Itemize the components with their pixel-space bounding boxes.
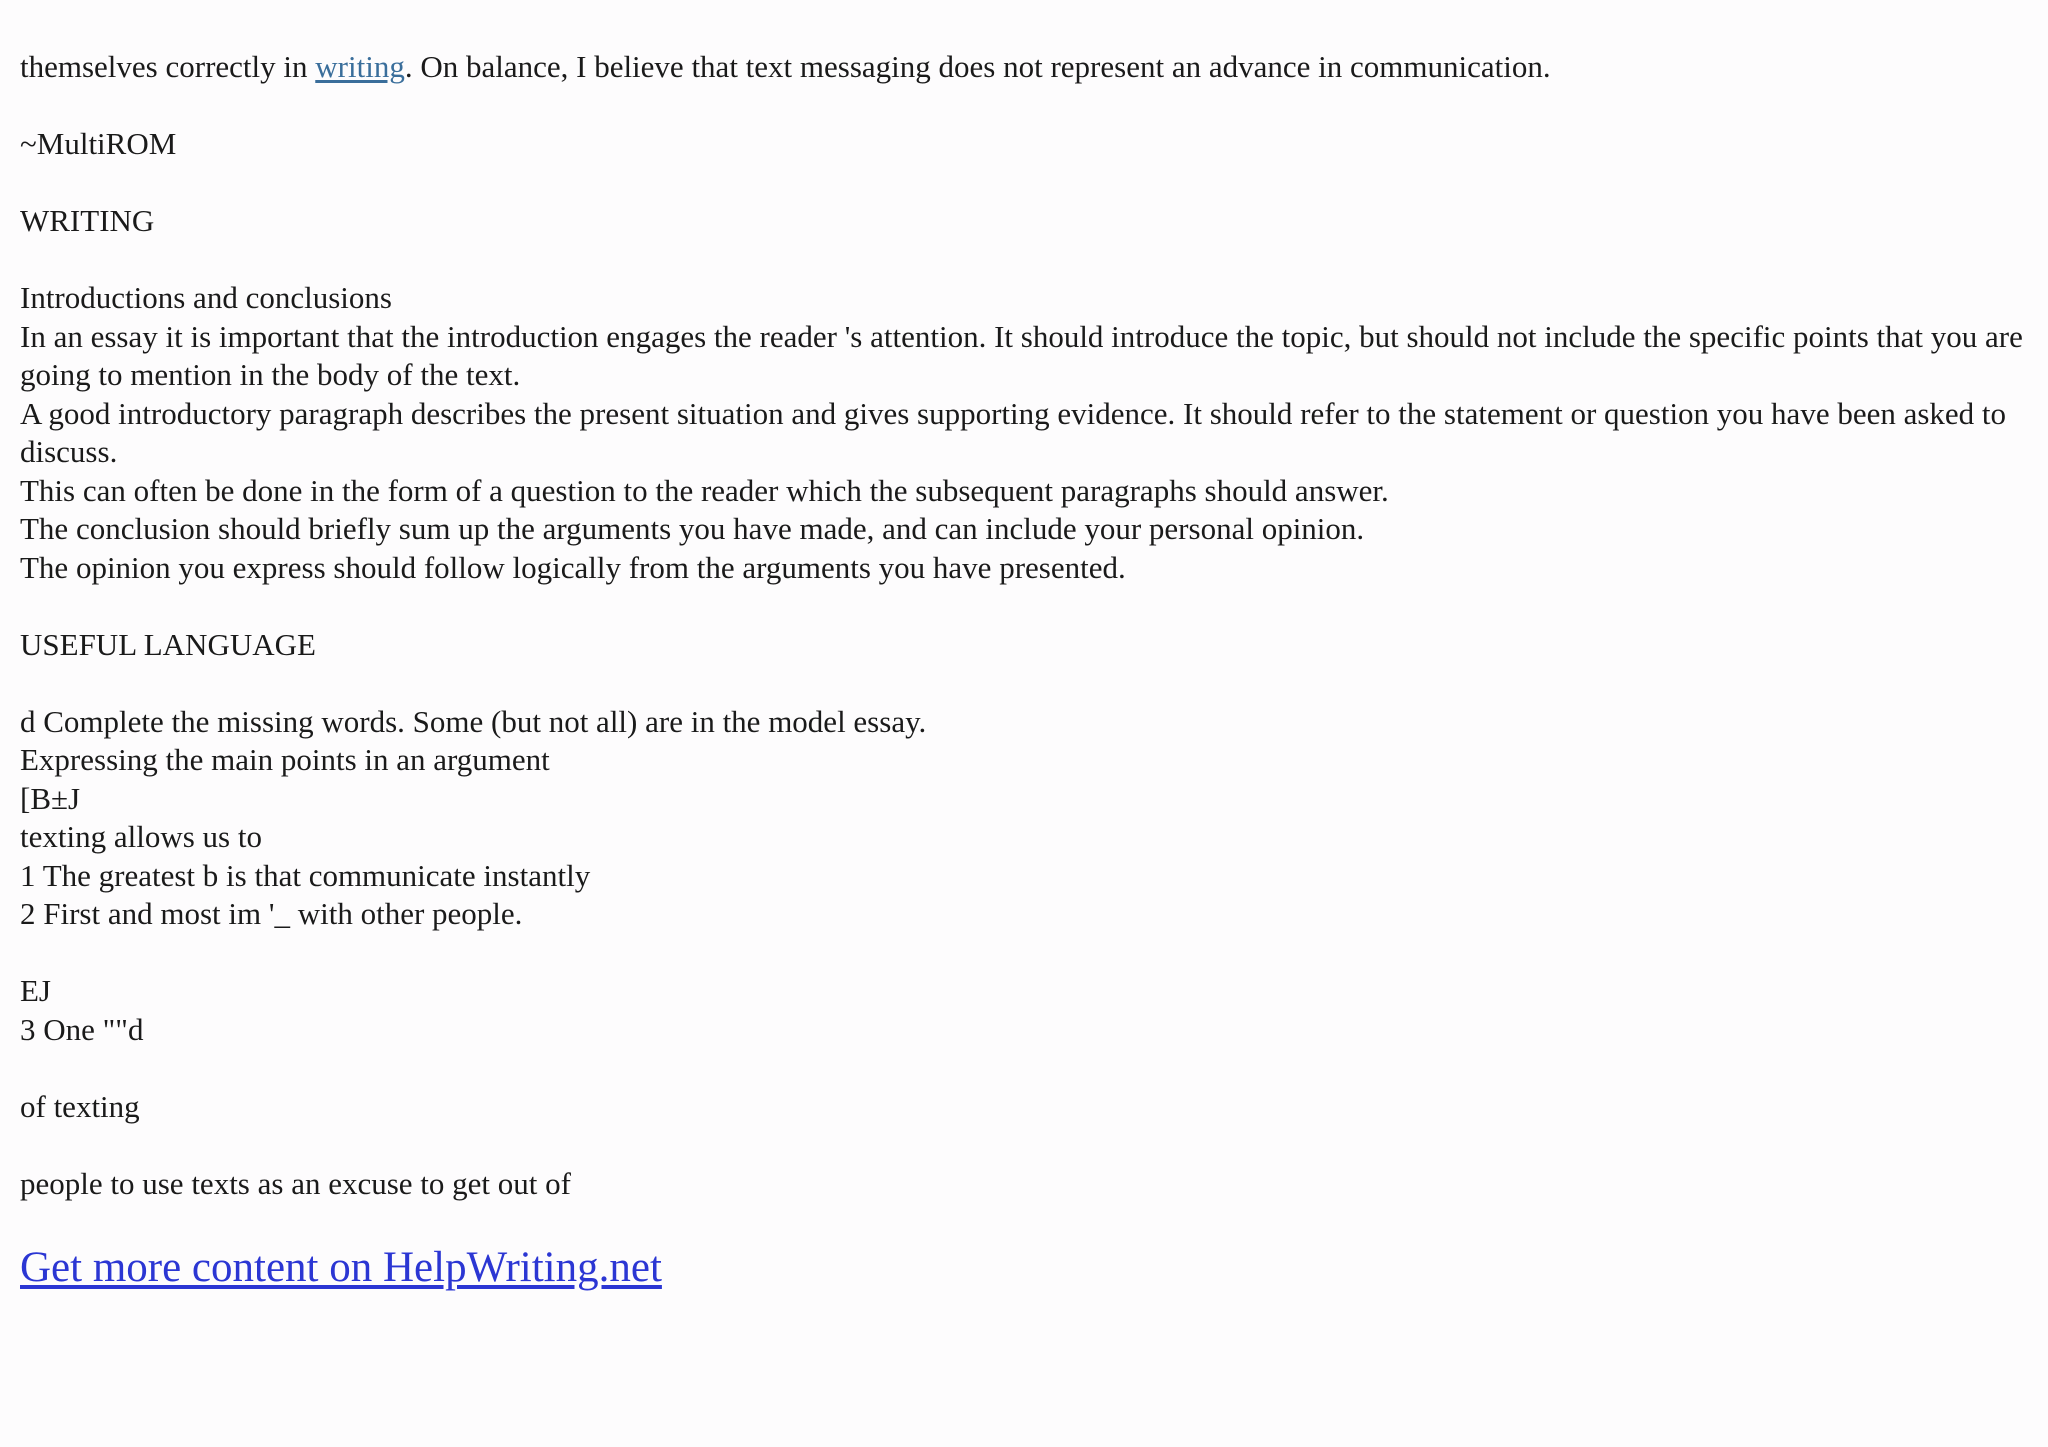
- section-line: A good introductory paragraph describes the present situation and gives supporting evidence. It should refer to the statement or question you have been asked to discuss.: [20, 395, 2007, 469]
- exercise-line: 2 First and most im '_ with other people.: [20, 896, 523, 931]
- exercise-line: EJ: [20, 973, 51, 1008]
- exercise-line: of texting: [20, 1088, 140, 1124]
- section-line: This can often be done in the form of a question to the reader which the subsequent paragraphs should answer.: [20, 472, 1389, 508]
- exercise-block-2: [20, 972, 2030, 1049]
- section-line: In an essay it is important that the introduction engages the reader 's attention. It should introduce the topic, but should not include the specific points that you are going to mention in the body of the text.: [20, 318, 2023, 392]
- helpwriting-link[interactable]: Get more content on HelpWriting.net: [20, 1244, 662, 1291]
- useful-language-heading: USEFUL LANGUAGE: [20, 626, 316, 662]
- intro-text-after: . On balance, I believe that text messaging does not represent an advance in communication.: [404, 49, 1551, 84]
- exercise-line: 1 The greatest b is that communicate instantly: [20, 857, 591, 893]
- exercise-block: [20, 703, 2030, 934]
- introductions-section: [20, 279, 2030, 587]
- writing-link[interactable]: writing: [315, 49, 405, 84]
- intro-text-before: themselves correctly in: [20, 49, 316, 84]
- document-body: [20, 48, 2030, 1293]
- section-title: Introductions and conclusions: [20, 280, 392, 315]
- intro-paragraph: [20, 48, 2030, 87]
- exercise-line: people to use texts as an excuse to get out of: [20, 1165, 571, 1201]
- exercise-line: texting allows us to: [20, 819, 262, 854]
- writing-heading: WRITING: [20, 203, 155, 238]
- section-line: The opinion you express should follow logically from the arguments you have presented.: [20, 549, 1126, 585]
- exercise-line: 3 One ""d: [20, 1011, 144, 1047]
- section-line: The conclusion should briefly sum up the arguments you have made, and can include your personal opinion.: [20, 511, 1365, 546]
- signature: ~MultiROM: [20, 126, 177, 161]
- exercise-line: [B±J: [20, 780, 81, 816]
- exercise-line: d Complete the missing words. Some (but not all) are in the model essay.: [20, 703, 927, 739]
- exercise-line: Expressing the main points in an argument: [20, 742, 550, 777]
